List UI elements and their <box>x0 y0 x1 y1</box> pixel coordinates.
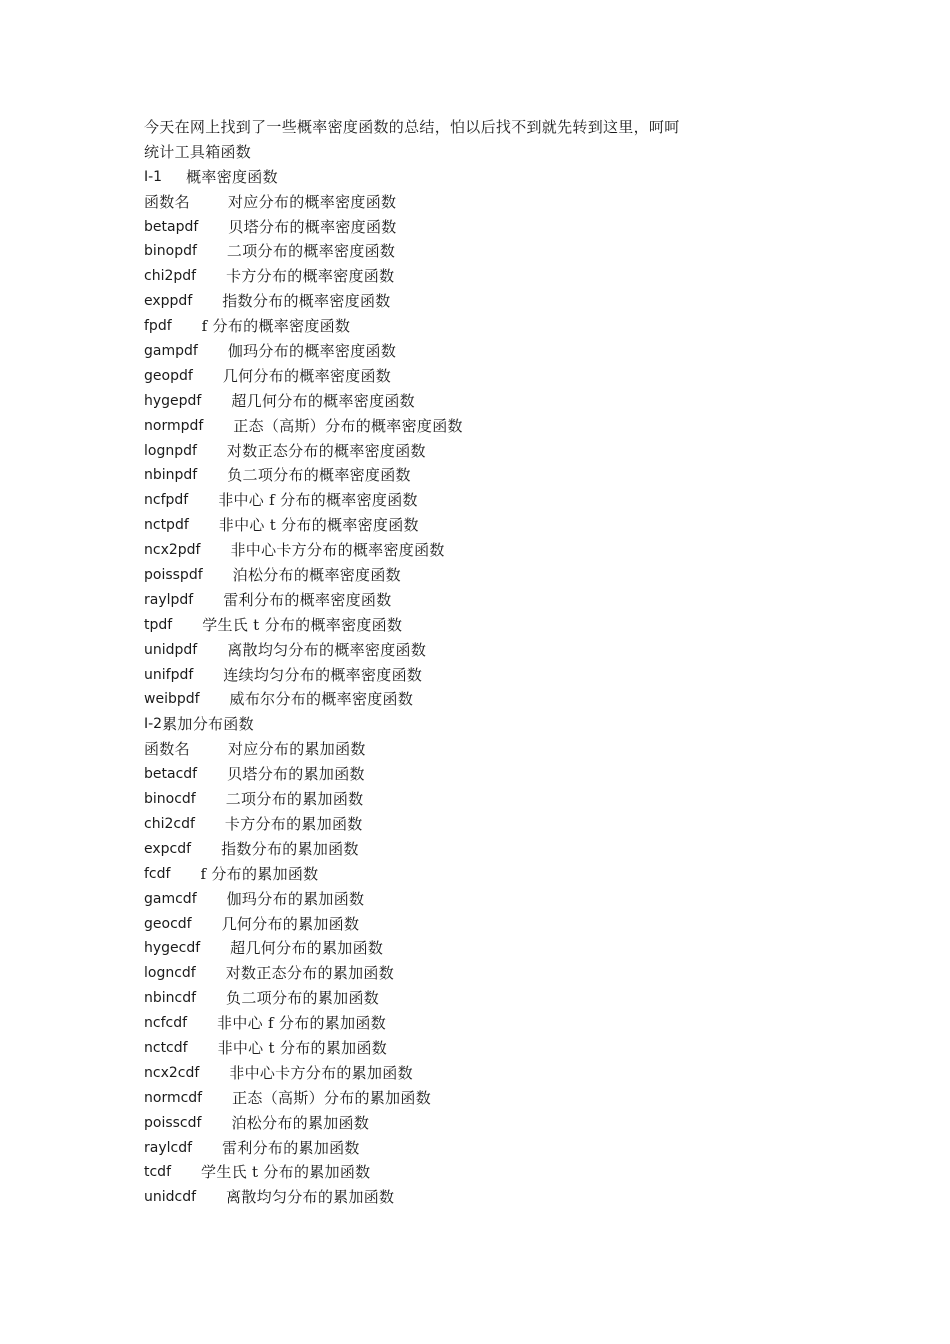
function-row <box>144 588 844 613</box>
intro-line: 今天在网上找到了一些概率密度函数的总结，怕以后找不到就先转到这里，呵呵 <box>144 118 680 136</box>
function-description: 正态（高斯）分布的概率密度函数 <box>233 416 463 435</box>
function-name: raylpdf <box>144 591 194 608</box>
function-row <box>144 314 844 339</box>
function-row <box>144 339 844 364</box>
function-description: 非中心 f 分布的概率密度函数 <box>218 491 418 510</box>
function-name: ncx2pdf <box>144 542 201 559</box>
function-row <box>144 239 844 264</box>
function-row <box>144 638 844 663</box>
function-description: 伽玛分布的累加函数 <box>226 889 365 908</box>
section-heading <box>144 165 844 190</box>
function-name: betapdf <box>144 218 199 235</box>
section-heading <box>144 712 844 737</box>
function-name: unidpdf <box>144 641 198 658</box>
function-name: binopdf <box>144 243 197 260</box>
function-description: 几何分布的概率密度函数 <box>222 366 392 385</box>
function-row <box>144 887 844 912</box>
function-row <box>144 862 844 887</box>
function-description: 超几何分布的概率密度函数 <box>231 391 415 410</box>
function-row <box>144 613 844 638</box>
function-name: tpdf <box>144 616 173 633</box>
function-description: 对数正态分布的概率密度函数 <box>226 441 426 460</box>
function-description: 二项分布的概率密度函数 <box>226 242 396 261</box>
function-row <box>144 563 844 588</box>
function-description: 贝塔分布的累加函数 <box>227 765 365 784</box>
function-name: ncfpdf <box>144 492 189 509</box>
function-name: ncx2cdf <box>144 1064 200 1081</box>
function-name: raylcdf <box>144 1139 193 1156</box>
function-row <box>144 364 844 389</box>
function-description: 几何分布的累加函数 <box>221 914 360 933</box>
function-description: 非中心卡方分布的概率密度函数 <box>230 541 445 560</box>
function-name: expcdf <box>144 840 192 857</box>
function-description: 负二项分布的概率密度函数 <box>227 466 411 485</box>
function-row <box>144 787 844 812</box>
function-row <box>144 961 844 986</box>
function-name: unifpdf <box>144 666 194 683</box>
function-description: 离散均匀分布的累加函数 <box>226 1188 395 1207</box>
function-description: 泊松分布的概率密度函数 <box>232 566 401 585</box>
column-header-name: 函数名 <box>144 192 190 211</box>
section-title: 概率密度函数 <box>186 167 278 186</box>
function-name: chi2cdf <box>144 815 195 832</box>
toolbox-heading: 统计工具箱函数 <box>144 142 252 161</box>
function-description: 威布尔分布的概率密度函数 <box>229 690 414 709</box>
function-description: 离散均匀分布的概率密度函数 <box>227 640 427 659</box>
section-title: 累加分布函数 <box>162 715 254 734</box>
function-name: hygecdf <box>144 940 201 957</box>
function-row <box>144 1136 844 1161</box>
function-row <box>144 762 844 787</box>
function-name: poisspdf <box>144 567 203 584</box>
function-name: poisscdf <box>144 1114 202 1131</box>
function-name: nctpdf <box>144 517 189 534</box>
function-name: fpdf <box>144 318 172 335</box>
function-name: exppdf <box>144 293 193 310</box>
function-row <box>144 463 844 488</box>
function-description: 雷利分布的概率密度函数 <box>223 590 392 609</box>
function-description: 连续均匀分布的概率密度函数 <box>223 665 423 684</box>
function-name: ncfcdf <box>144 1015 188 1032</box>
function-name: lognpdf <box>144 442 197 459</box>
function-name: hygepdf <box>144 392 202 409</box>
function-name: geopdf <box>144 367 193 384</box>
function-description: 正态（高斯）分布的累加函数 <box>232 1088 432 1107</box>
function-description: 二项分布的累加函数 <box>225 790 364 809</box>
function-row <box>144 538 844 563</box>
function-row <box>144 1185 844 1210</box>
function-row <box>144 1036 844 1061</box>
function-name: logncdf <box>144 965 196 982</box>
function-name: chi2pdf <box>144 268 197 285</box>
function-row <box>144 1011 844 1036</box>
function-description: 卡方分布的概率密度函数 <box>226 267 395 286</box>
function-row <box>144 1086 844 1111</box>
function-description: 指数分布的概率密度函数 <box>222 292 391 311</box>
function-name: weibpdf <box>144 691 200 708</box>
function-name: normpdf <box>144 417 204 434</box>
function-description: 负二项分布的累加函数 <box>226 989 380 1008</box>
function-name: tcdf <box>144 1164 172 1181</box>
function-description: 学生氏 t 分布的概率密度函数 <box>202 615 403 634</box>
function-name: nbincdf <box>144 990 197 1007</box>
function-row <box>144 1111 844 1136</box>
function-name: gamcdf <box>144 890 197 907</box>
function-name: fcdf <box>144 865 171 882</box>
column-header-name: 函数名 <box>144 740 190 759</box>
function-row <box>144 663 844 688</box>
function-name: binocdf <box>144 791 196 808</box>
function-name: nctcdf <box>144 1039 188 1056</box>
function-name: geocdf <box>144 915 192 932</box>
function-description: 非中心 t 分布的累加函数 <box>217 1038 388 1057</box>
function-list <box>144 762 844 1210</box>
function-row <box>144 264 844 289</box>
function-row <box>144 936 844 961</box>
function-row <box>144 289 844 314</box>
function-description: 泊松分布的累加函数 <box>231 1113 370 1132</box>
function-description: 超几何分布的累加函数 <box>230 939 384 958</box>
function-row <box>144 1061 844 1086</box>
function-row <box>144 439 844 464</box>
function-description: 非中心 f 分布的累加函数 <box>217 1014 387 1033</box>
function-name: gampdf <box>144 343 198 360</box>
function-row <box>144 1160 844 1185</box>
function-row <box>144 389 844 414</box>
column-header-desc: 对应分布的概率密度函数 <box>228 192 397 211</box>
function-name: betacdf <box>144 766 198 783</box>
function-description: 非中心 t 分布的概率密度函数 <box>218 516 419 535</box>
function-row <box>144 912 844 937</box>
function-description: 卡方分布的累加函数 <box>224 814 363 833</box>
function-description: 雷利分布的累加函数 <box>222 1138 360 1157</box>
function-name: unidcdf <box>144 1189 197 1206</box>
function-row <box>144 837 844 862</box>
function-row <box>144 687 844 712</box>
function-description: 指数分布的累加函数 <box>221 839 359 858</box>
document-body <box>144 115 844 1210</box>
function-description: f 分布的累加函数 <box>200 864 319 883</box>
function-row <box>144 215 844 240</box>
function-description: f 分布的概率密度函数 <box>201 317 351 336</box>
function-description: 伽玛分布的概率密度函数 <box>227 342 397 361</box>
column-header-desc: 对应分布的累加函数 <box>228 740 366 759</box>
function-description: 学生氏 t 分布的累加函数 <box>201 1163 371 1182</box>
table-header-row <box>144 737 844 762</box>
function-description: 对数正态分布的累加函数 <box>225 964 395 983</box>
function-name: normcdf <box>144 1089 203 1106</box>
function-row <box>144 986 844 1011</box>
section-number: Ⅰ-1 <box>144 168 163 185</box>
function-row <box>144 513 844 538</box>
function-row <box>144 812 844 837</box>
table-header-row <box>144 190 844 215</box>
function-description: 贝塔分布的概率密度函数 <box>228 217 397 236</box>
function-list <box>144 215 844 713</box>
function-name: nbinpdf <box>144 467 198 484</box>
function-row <box>144 414 844 439</box>
function-row <box>144 488 844 513</box>
section-number: Ⅰ-2 <box>144 716 163 733</box>
function-description: 非中心卡方分布的累加函数 <box>229 1063 413 1082</box>
